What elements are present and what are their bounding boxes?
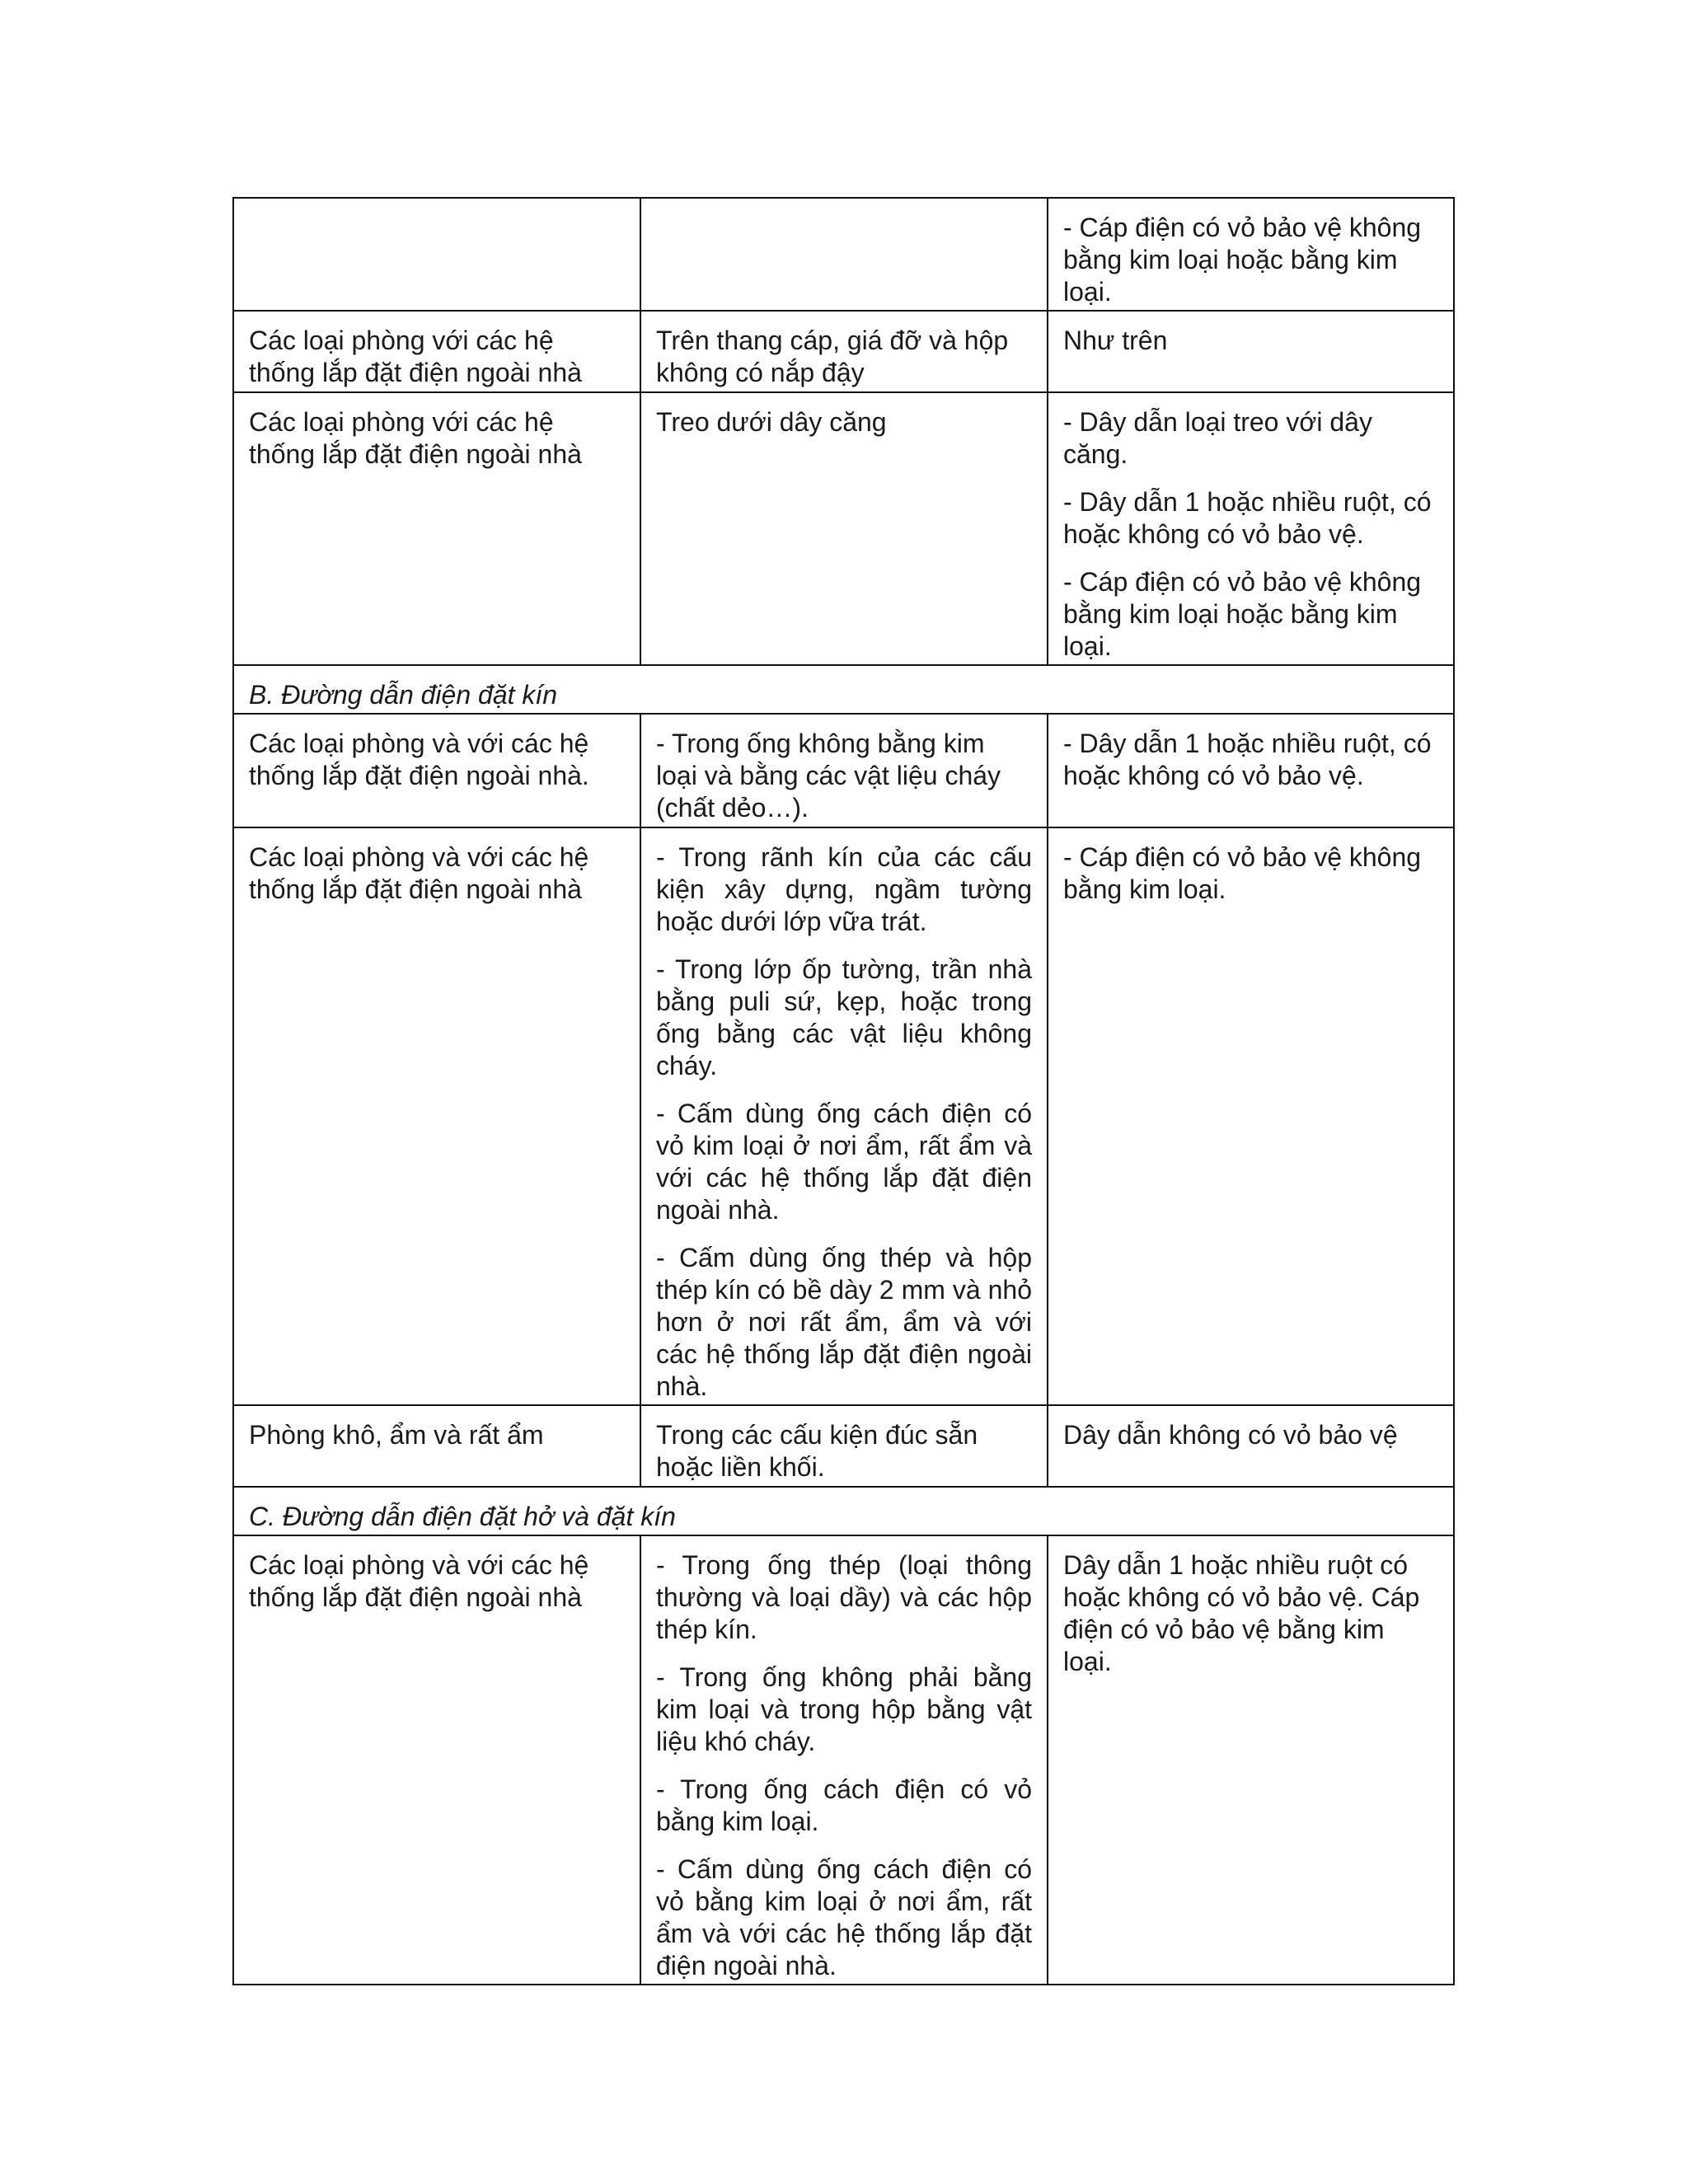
conductor-type-cell (1048, 714, 1454, 827)
table-row (233, 1535, 1454, 1985)
cell-paragraph: Dây dẫn 1 hoặc nhiều ruột có hoặc không có vỏ bảo vệ. Cáp điện có vỏ bảo vệ bằng kim loại. (1063, 1550, 1420, 1676)
cell-paragraph: Các loại phòng với các hệ thống lắp đặt điện ngoài nhà (249, 326, 582, 387)
table-row (233, 1405, 1454, 1487)
cell-paragraph: Các loại phòng và với các hệ thống lắp đặt điện ngoài nhà (249, 842, 589, 904)
section-heading: C. Đường dẫn điện đặt hở và đặt kín (233, 1487, 1454, 1535)
installation-method-cell (640, 392, 1048, 665)
room-type-cell (233, 827, 640, 1405)
cell-paragraph: - Cáp điện có vỏ bảo vệ không bằng kim loại hoặc bằng kim loại. (1063, 213, 1422, 307)
cell-paragraph: Treo dưới dây căng (656, 407, 887, 437)
table-row (233, 311, 1454, 392)
room-type-cell (233, 311, 640, 392)
conductor-type-cell (1048, 392, 1454, 665)
installation-method-cell (640, 1405, 1048, 1487)
installation-method-cell (640, 827, 1048, 1405)
cell-paragraph: - Cấm dùng ống cách điện có vỏ bằng kim loại ở nơi ẩm, rất ẩm và với các hệ thống lắp đặt điện ngoài nhà. (656, 1854, 1032, 1980)
table-row (233, 827, 1454, 1405)
cell-paragraph: - Trong ống thép (loại thông thường và loại dầy) và các hộp thép kín. (656, 1550, 1032, 1644)
cell-paragraph: Trong các cấu kiện đúc sẵn hoặc liền khối. (656, 1420, 978, 1482)
section-header-row (233, 1487, 1454, 1535)
installation-method-cell (640, 198, 1048, 311)
cell-paragraph: - Trong lớp ốp tường, trần nhà bằng puli sứ, kẹp, hoặc trong ống bằng các vật liệu không cháy. (656, 954, 1032, 1080)
cell-paragraph: - Cáp điện có vỏ bảo vệ không bằng kim loại hoặc bằng kim loại. (1063, 567, 1422, 661)
wiring-methods-table (232, 197, 1455, 1985)
cell-paragraph: Như trên (1063, 326, 1168, 355)
cell-paragraph: - Dây dẫn loại treo với dây căng. (1063, 407, 1372, 469)
cell-paragraph: - Cấm dùng ống thép và hộp thép kín có bề dày 2 mm và nhỏ hơn ở nơi rất ẩm, ẩm và với các hệ thống lắp đặt điện ngoài nhà. (656, 1243, 1032, 1401)
room-type-cell (233, 392, 640, 665)
conductor-type-cell (1048, 198, 1454, 311)
room-type-cell (233, 1535, 640, 1985)
table-row (233, 198, 1454, 311)
cell-paragraph: - Trong ống cách điện có vỏ bằng kim loại. (656, 1774, 1032, 1836)
room-type-cell (233, 714, 640, 827)
cell-paragraph: - Trong rãnh kín của các cấu kiện xây dựng, ngầm tường hoặc dưới lớp vữa trát. (656, 842, 1032, 936)
cell-paragraph: - Trong ống không bằng kim loại và bằng các vật liệu cháy (chất dẻo…). (656, 729, 1001, 823)
conductor-type-cell (1048, 827, 1454, 1405)
cell-paragraph: Phòng khô, ẩm và rất ẩm (249, 1420, 544, 1450)
cell-paragraph: - Dây dẫn 1 hoặc nhiều ruột, có hoặc không có vỏ bảo vệ. (1063, 729, 1432, 790)
conductor-type-cell (1048, 311, 1454, 392)
cell-paragraph: - Trong ống không phải bằng kim loại và trong hộp bằng vật liệu khó cháy. (656, 1662, 1032, 1756)
section-header-row (233, 665, 1454, 714)
table-row (233, 392, 1454, 665)
installation-method-cell (640, 1535, 1048, 1985)
installation-method-cell (640, 311, 1048, 392)
table-row (233, 714, 1454, 827)
cell-paragraph: - Dây dẫn 1 hoặc nhiều ruột, có hoặc không có vỏ bảo vệ. (1063, 487, 1432, 549)
cell-paragraph: Dây dẫn không có vỏ bảo vệ (1063, 1420, 1398, 1450)
installation-method-cell (640, 714, 1048, 827)
section-heading: B. Đường dẫn điện đặt kín (233, 665, 1454, 714)
cell-paragraph: - Cấm dùng ống cách điện có vỏ kim loại ở nơi ẩm, rất ẩm và với các hệ thống lắp đặt điện ngoài nhà. (656, 1099, 1032, 1225)
cell-paragraph: - Cáp điện có vỏ bảo vệ không bằng kim loại. (1063, 842, 1422, 904)
cell-paragraph: Các loại phòng với các hệ thống lắp đặt điện ngoài nhà (249, 407, 582, 469)
room-type-cell (233, 1405, 640, 1487)
cell-paragraph: Các loại phòng và với các hệ thống lắp đặt điện ngoài nhà. (249, 729, 589, 790)
conductor-type-cell (1048, 1535, 1454, 1985)
cell-paragraph: Trên thang cáp, giá đỡ và hộp không có nắp đậy (656, 326, 1009, 387)
conductor-type-cell (1048, 1405, 1454, 1487)
cell-paragraph: Các loại phòng và với các hệ thống lắp đặt điện ngoài nhà (249, 1550, 589, 1612)
room-type-cell (233, 198, 640, 311)
